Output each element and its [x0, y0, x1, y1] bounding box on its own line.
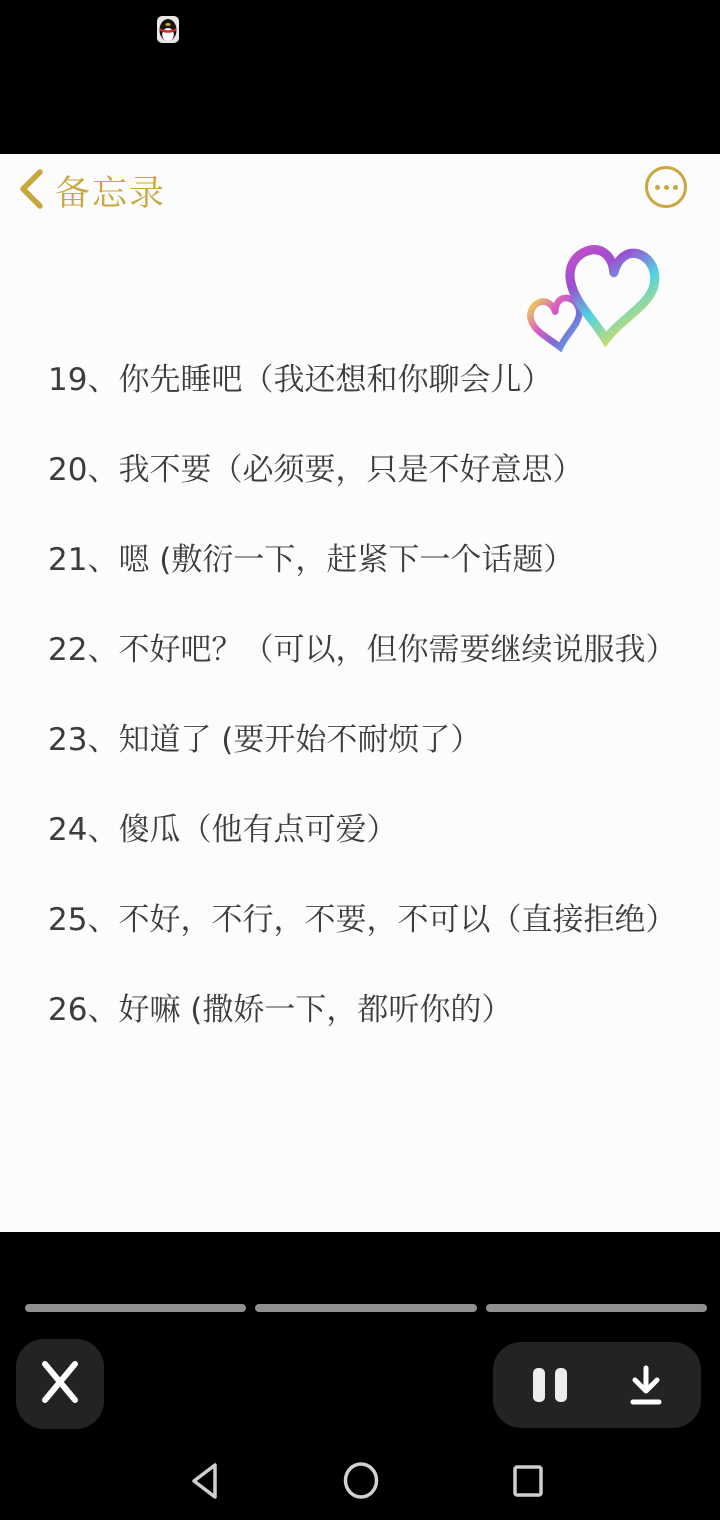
- progress-segment-3: [486, 1304, 707, 1312]
- qq-notification-icon: [157, 16, 179, 43]
- circle-icon: [343, 1484, 379, 1503]
- close-icon: [37, 1358, 83, 1410]
- ellipsis-icon: [655, 185, 660, 190]
- notes-sheet: [0, 154, 720, 1232]
- note-line-24: 24、傻瓜（他有点可爱）: [48, 812, 398, 848]
- story-progress-bar: [25, 1304, 707, 1312]
- download-button[interactable]: [627, 1363, 665, 1413]
- note-line-26: 26、好嘛 (撒娇一下，都听你的）: [48, 992, 513, 1028]
- nav-back-button[interactable]: [189, 1462, 220, 1504]
- progress-segment-2: [255, 1304, 476, 1312]
- note-line-19: 19、你先睡吧（我还想和你聊会儿）: [48, 362, 553, 398]
- note-line-22: 22、不好吧？（可以，但你需要继续说服我）: [48, 632, 677, 668]
- download-icon: [627, 1394, 665, 1413]
- note-body: [48, 358, 677, 1078]
- close-button[interactable]: [16, 1339, 104, 1429]
- triangle-left-icon: [189, 1485, 220, 1504]
- pause-button[interactable]: [533, 1368, 567, 1402]
- chevron-left-icon: [18, 168, 44, 214]
- note-line-23: 23、知道了 (要开始不耐烦了）: [48, 722, 482, 758]
- note-line-20: 20、我不要（必须要，只是不好意思）: [48, 452, 584, 488]
- pause-icon: [533, 1368, 545, 1402]
- progress-segment-1: [25, 1304, 246, 1312]
- note-line-21: 21、嗯 (敷衍一下，赶紧下一个话题）: [48, 542, 575, 578]
- player-controls-pill: [493, 1342, 701, 1428]
- back-label: 备忘录: [55, 174, 167, 214]
- nav-home-button[interactable]: [343, 1462, 379, 1503]
- back-button[interactable]: [18, 166, 166, 216]
- more-options-button[interactable]: [645, 166, 687, 208]
- square-icon: [512, 1483, 544, 1502]
- nav-recents-button[interactable]: [512, 1464, 544, 1502]
- note-line-25: 25、不好，不行，不要，不可以（直接拒绝）: [48, 902, 677, 938]
